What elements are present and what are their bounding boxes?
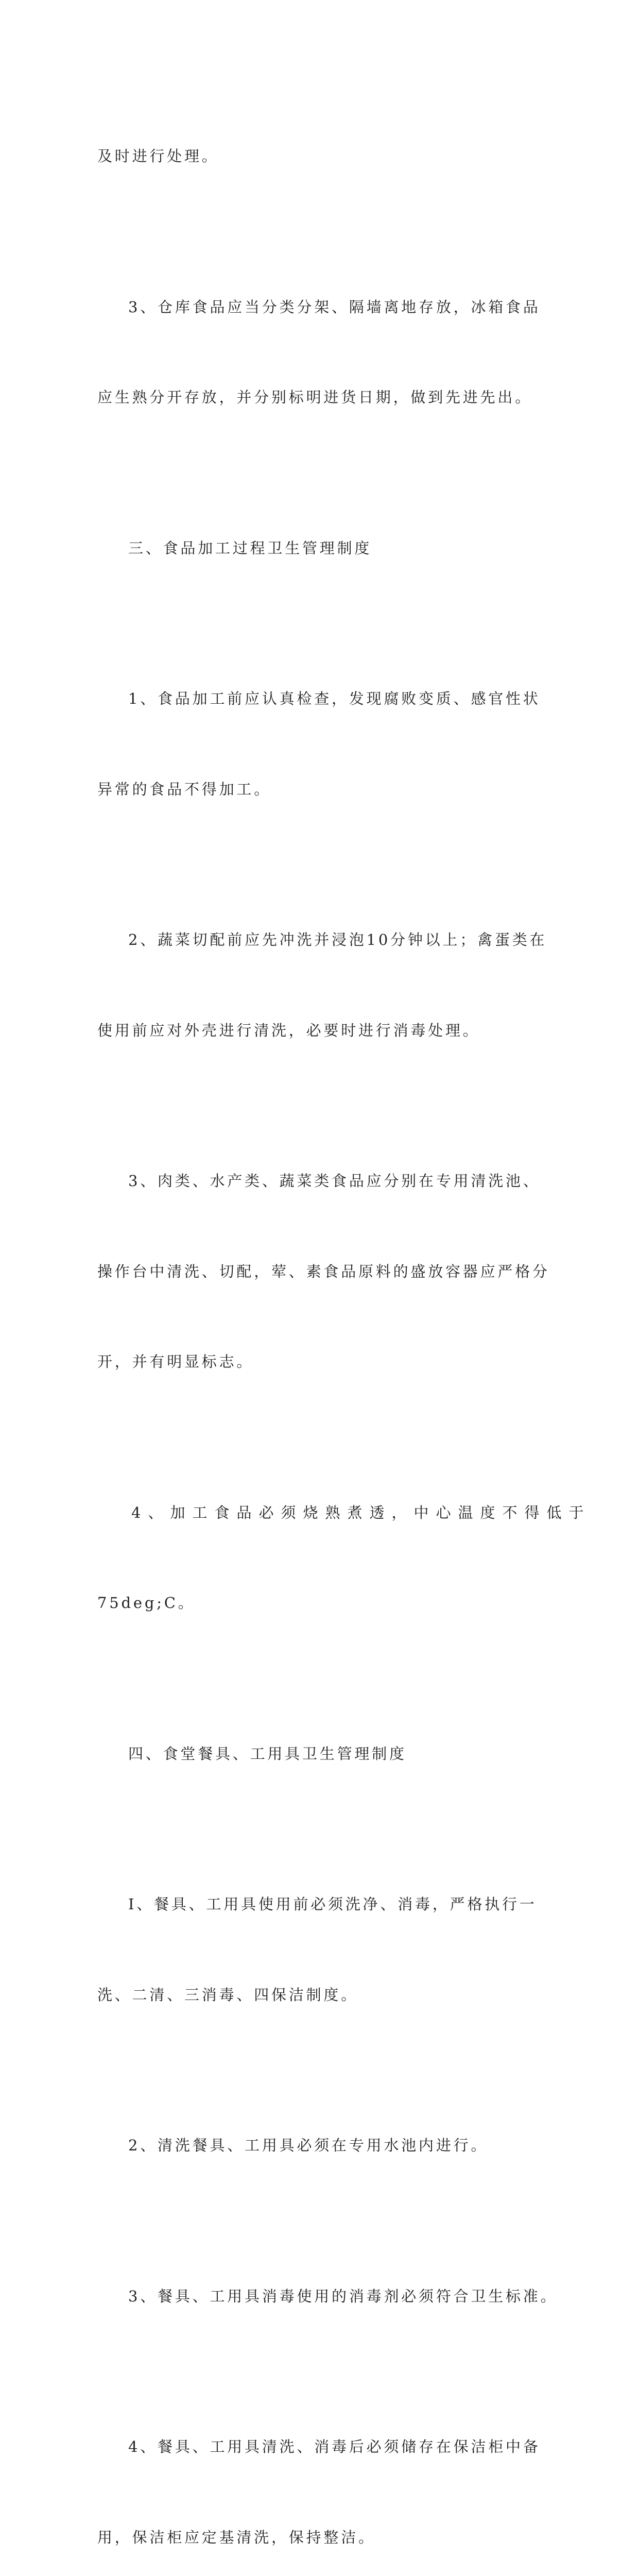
text-line: 四、食堂餐具、工用具卫生管理制度 — [128, 1744, 407, 1762]
document-body — [97, 81, 591, 2576]
text-line: 洗、二清、三消毒、四保洁制度。 — [97, 1986, 359, 2004]
paragraph-continuation — [97, 81, 540, 232]
text-line: 三、食品加工过程卫生管理制度 — [128, 539, 372, 557]
paragraph-tableware-4 — [97, 2371, 540, 2576]
paragraph-warehouse-storage — [97, 232, 540, 473]
text-line: 2、蔬菜切配前应先冲洗并浸泡10分钟以上；禽蛋类在 — [128, 931, 547, 948]
text-line: 使用前应对外壳进行清洗，必要时进行消毒处理。 — [97, 1021, 480, 1039]
paragraph-tableware-3 — [97, 2221, 558, 2372]
text-line: 用，保洁柜应定基清洗，保持整洁。 — [97, 2528, 376, 2546]
text-line: I、餐具、工用具使用前必须洗净、消毒，严格执行一 — [128, 1895, 537, 1913]
paragraph-processing-3 — [97, 1106, 550, 1437]
paragraph-processing-4 — [97, 1437, 591, 1679]
text-line: 3、肉类、水产类、蔬菜类食品应分别在专用清洗池、 — [128, 1172, 541, 1190]
paragraph-tableware-2 — [97, 2070, 540, 2221]
text-line: 异常的食品不得加工。 — [97, 780, 272, 798]
paragraph-processing-2 — [97, 865, 547, 1106]
text-line: 3、仓库食品应当分类分架、隔墙离地存放，冰箱食品 — [128, 298, 541, 316]
text-line: 1、食品加工前应认真检查，发现腐败变质、感官性状 — [128, 690, 541, 707]
text-line: 操作台中清洗、切配，荤、素食品原料的盛放容器应严格分 — [97, 1262, 550, 1280]
paragraph-tableware-1 — [97, 1829, 540, 2070]
section-heading-processing — [97, 473, 540, 624]
text-line: 75deg;C。 — [97, 1594, 196, 1612]
text-line: 4、加工食品必须烧熟煮透，中心温度不得低于 — [131, 1503, 591, 1521]
text-line: 2、清洗餐具、工用具必须在专用水池内进行。 — [128, 2137, 489, 2154]
text-line: 及时进行处理。 — [97, 147, 219, 165]
paragraph-processing-1 — [97, 623, 540, 865]
section-heading-tableware — [97, 1679, 540, 1829]
text-line: 应生熟分开存放，并分别标明进货日期，做到先进先出。 — [97, 388, 533, 406]
text-line: 开，并有明显标志。 — [97, 1353, 254, 1370]
text-line: 3、餐具、工用具消毒使用的消毒剂必须符合卫生标准。 — [128, 2287, 558, 2305]
text-line: 4、餐具、工用具清洗、消毒后必须储存在保洁柜中备 — [128, 2438, 541, 2455]
